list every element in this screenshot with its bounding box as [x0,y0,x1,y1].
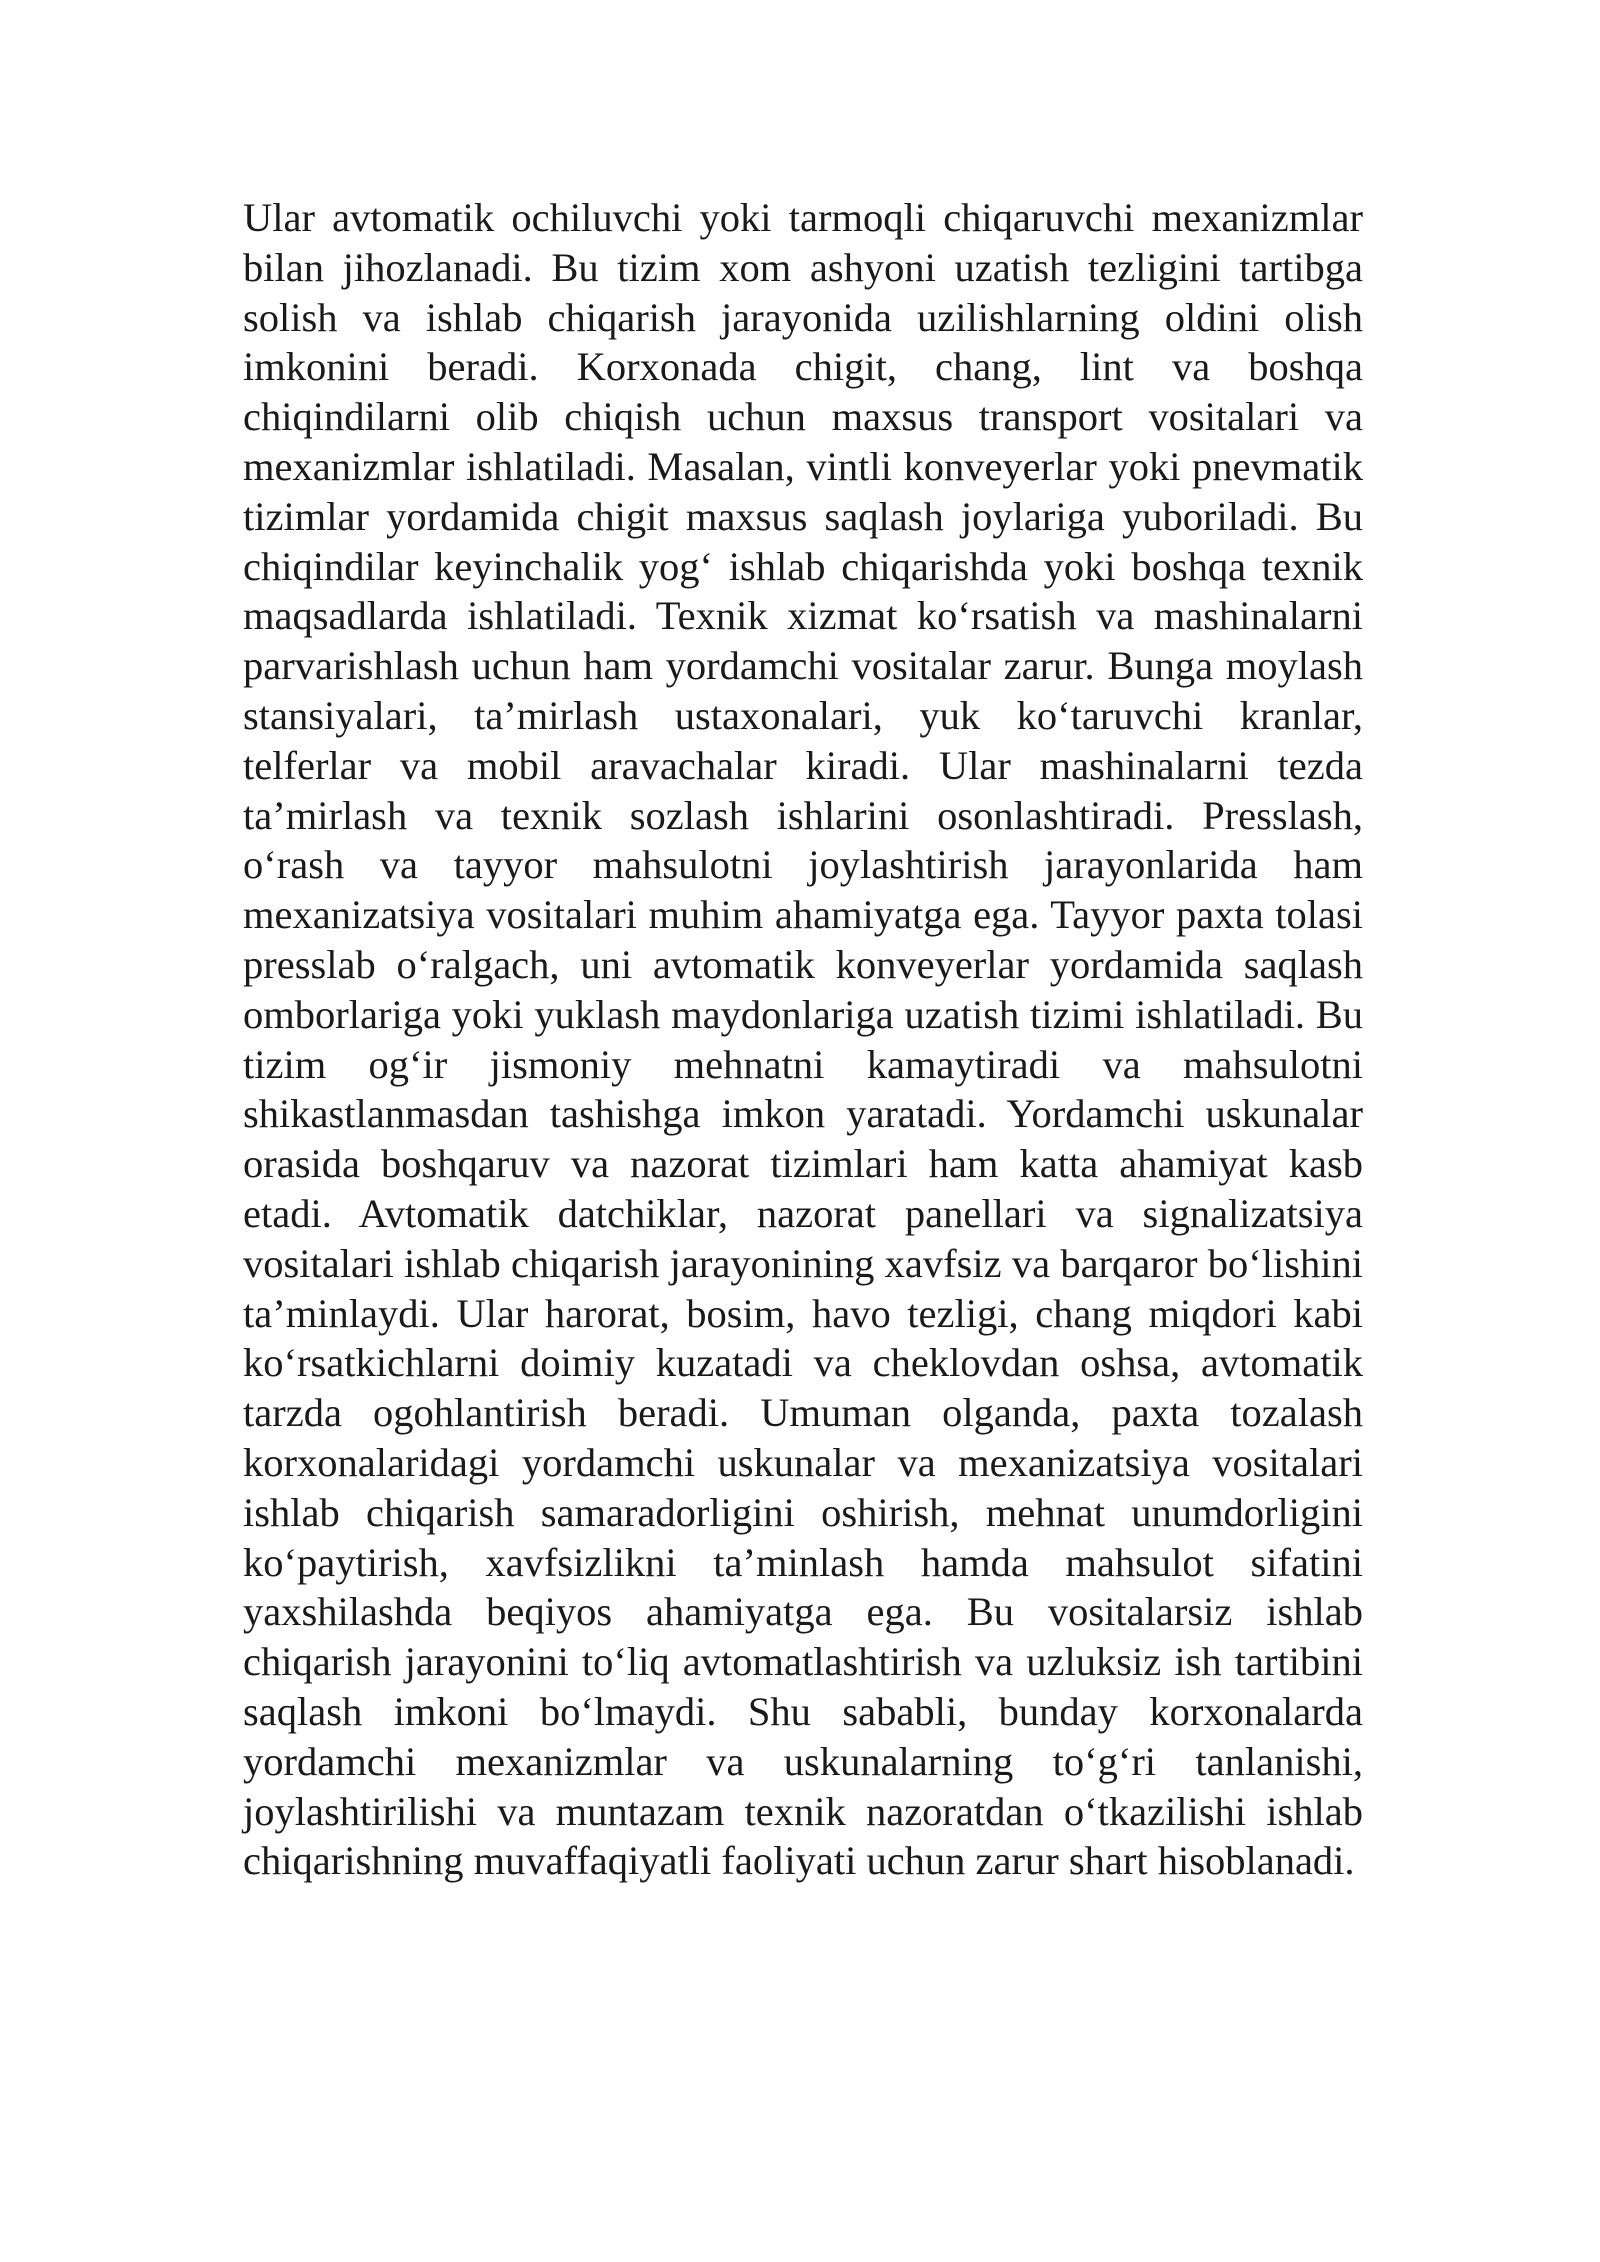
body-paragraph: Ular avtomatik ochiluvchi yoki tarmoqli chiqaruvchi mexanizmlar bilan jihozlanadi. Bu tizim xom ashyoni uzatish tezligini tartibga solish va ishlab chiqarish jarayonida uzilishlarning oldini olish imkonini beradi. Korxonada chigit, chang, lint va boshqa chiqindilarni olib chiqish uchun maxsus transport vositalari va mexanizmlar ishlatiladi. Masalan, vintli konveyerlar yoki pnevmatik tizimlar yordamida chigit maxsus saqlash joylariga yuboriladi. Bu chiqindilar keyinchalik yog‘ ishlab chiqarishda yoki boshqa texnik maqsadlarda ishlatiladi. Texnik xizmat ko‘rsatish va mashinalarni parvarishlash uchun ham yordamchi vositalar zarur. Bunga moylash stansiyalari, ta’mirlash ustaxonalari, yuk ko‘taruvchi kranlar, telferlar va mobil aravachalar kiradi. Ular mashinalarni tezda ta’mirlash va texnik sozlash ishlarini osonlashtiradi. Presslash, o‘rash va tayyor mahsulotni joylashtirish jarayonlarida ham mexanizatsiya vositalari muhim ahamiyatga ega. Tayyor paxta tolasi presslab o‘ralgach, uni avtomatik konveyerlar yordamida saqlash omborlariga yoki yuklash maydonlariga uzatish tizimi ishlatiladi. Bu tizim og‘ir jismoniy mehnatni kamaytiradi va mahsulotni shikastlanmasdan tashishga imkon yaratadi. Yordamchi uskunalar orasida boshqaruv va nazorat tizimlari ham katta ahamiyat kasb etadi. Avtomatik datchiklar, nazorat panellari va signalizatsiya vositalari ishlab chiqarish jarayonining xavfsiz va barqaror bo‘lishini ta’minlaydi. Ular harorat, bosim, havo tezligi, chang miqdori kabi ko‘rsatkichlarni doimiy kuzatadi va cheklovdan oshsa, avtomatik tarzda ogohlantirish beradi. Umuman olganda, paxta tozalash korxonalaridagi yordamchi uskunalar va mexanizatsiya vositalari ishlab chiqarish samaradorligini oshirish, mehnat unumdorligini ko‘paytirish, xavfsizlikni ta’minlash hamda mahsulot sifatini yaxshilashda beqiyos ahamiyatga ega. Bu vositalarsiz ishlab chiqarish jarayonini to‘liq avtomatlashtirish va uzluksiz ish tartibini saqlash imkoni bo‘lmaydi. Shu sababli, bunday korxonalarda yordamchi mexanizmlar va uskunalarning to‘g‘ri tanlanishi, joylashtirilishi va muntazam texnik nazoratdan o‘tkazilishi ishlab chiqarishning muvaffaqiyatli faoliyati uchun zarur shart hisoblanadi. [243,195,1363,1884]
